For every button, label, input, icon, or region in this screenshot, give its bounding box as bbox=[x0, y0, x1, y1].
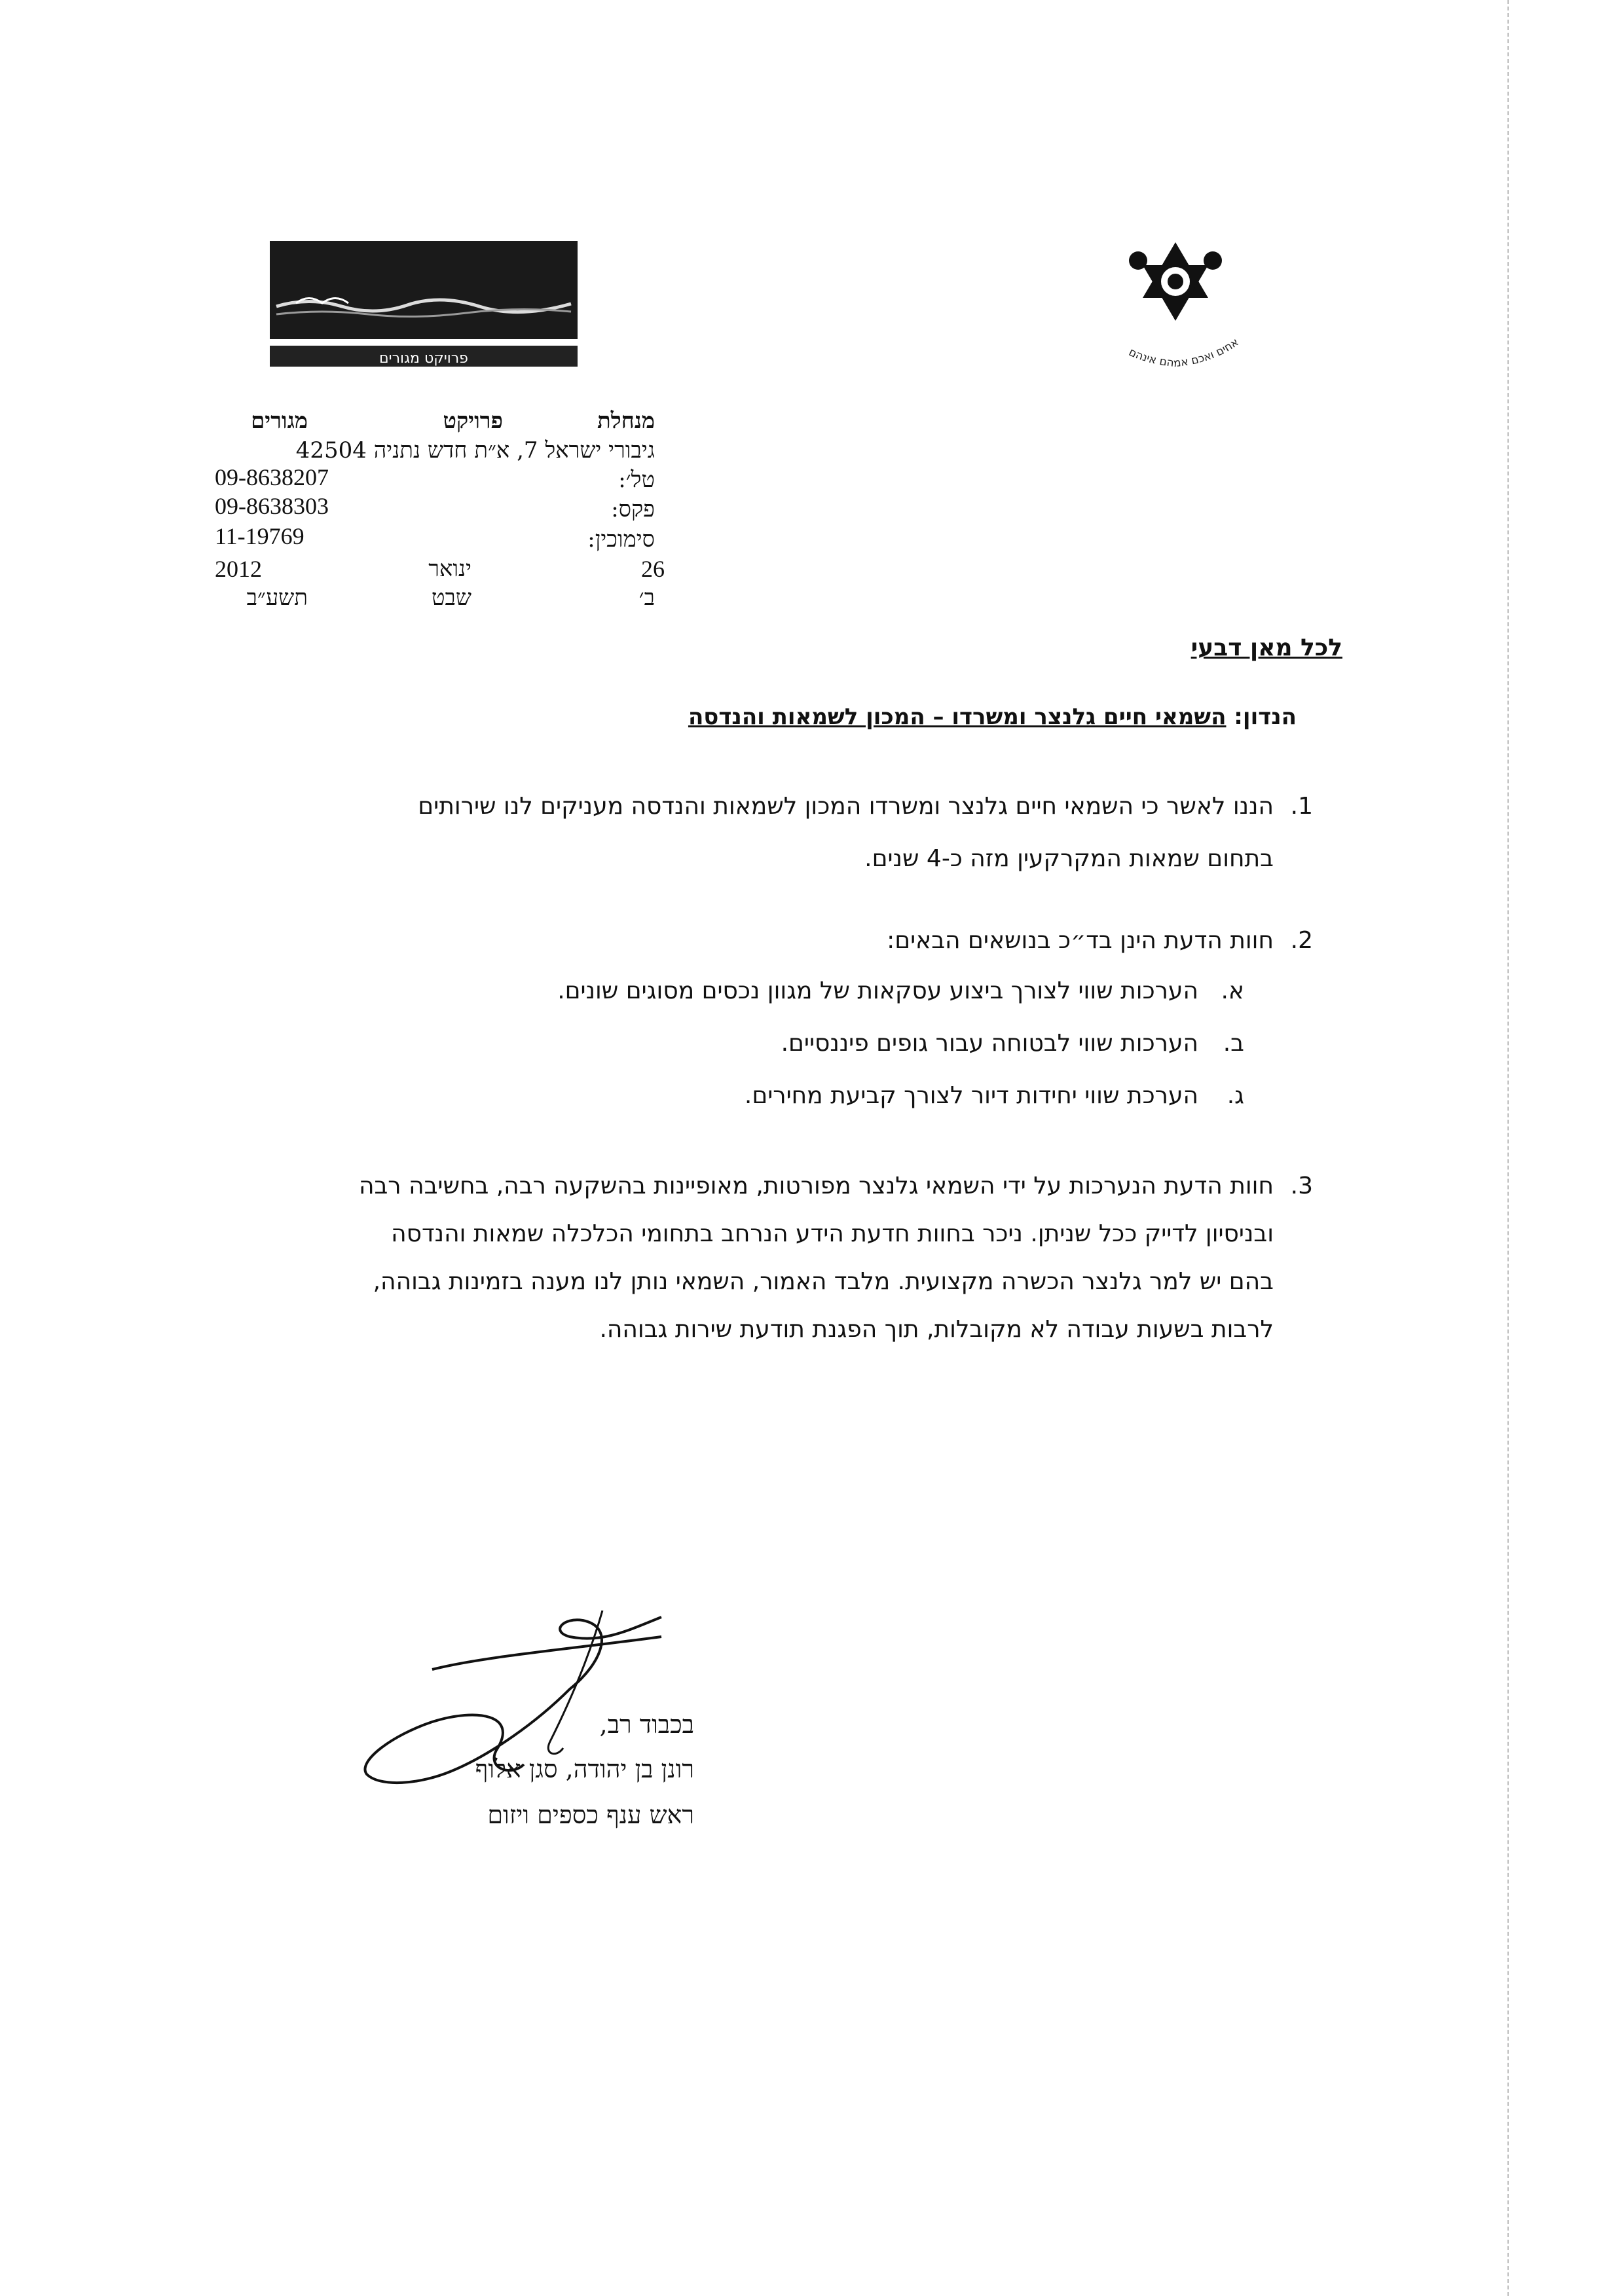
p2-item-letter: ב. bbox=[1223, 1030, 1244, 1057]
p3-line2: ובניסיון לדייק ככל שניתן. ניכר בחוות חדעת הידע הנרחב בתחומי הכלכלה שמאות והנדסה bbox=[391, 1220, 1274, 1247]
subject-text: השמאי חיים גלנצר ומשרדו – המכון לשמאות והנדסה bbox=[688, 704, 1227, 730]
ref-value: 11-19769 bbox=[215, 523, 304, 549]
p3-number: 3. bbox=[1290, 1173, 1313, 1199]
p1-number: 1. bbox=[1290, 793, 1313, 820]
letterhead-logo bbox=[270, 241, 578, 368]
hdate-month: שבט bbox=[432, 585, 471, 611]
signature-title: ראש ענף כספים ויזום bbox=[487, 1800, 694, 1829]
addressee: לכל מאן דבעי bbox=[1190, 634, 1342, 661]
date-year: 2012 bbox=[215, 556, 262, 582]
hdate-year: תשע״ב bbox=[246, 585, 308, 611]
signature-name: רונן בן יהודה, סגן אלוף bbox=[475, 1755, 694, 1783]
subject-line bbox=[314, 704, 1297, 730]
phone-label: טל׳: bbox=[618, 467, 655, 493]
star-emblem bbox=[1061, 229, 1303, 386]
signature-closing: בכבוד רב, bbox=[599, 1710, 694, 1739]
ref-label: סימוכין: bbox=[587, 526, 655, 553]
p1-line1: הננו לאשר כי השמאי חיים גלנצר ומשרדו המכון לשמאות והנדסה מעניקים לנו שירותים bbox=[418, 793, 1274, 820]
p2-item-letter: א. bbox=[1221, 977, 1244, 1004]
p3-line3: בהם יש למר גלנצר הכשרה מקצועית. מלבד האמור, השמאי נותן לנו מענה בזמינות גבוהה, bbox=[373, 1268, 1274, 1295]
p1-line2: בתחום שמאות המקרקעין מזה כ-4 שנים. bbox=[864, 845, 1274, 872]
p2-number: 2. bbox=[1290, 927, 1313, 954]
p3-line1: חוות הדעת הנערכות על ידי השמאי גלנצר מפורטות, מאופיינות בהשקעה רבה, בחשיבה רבה bbox=[358, 1173, 1274, 1199]
housing-word: מגורים bbox=[251, 408, 308, 434]
emblem-motto: אחים ואכם אמהם אינהם bbox=[1126, 335, 1242, 371]
date-month: ינואר bbox=[428, 556, 471, 582]
project-word: פרויקט bbox=[443, 408, 503, 434]
date-day: 26 bbox=[641, 556, 665, 582]
logo-caption: פרויקט מגורים bbox=[379, 350, 468, 367]
p2-item-letter: ג. bbox=[1227, 1082, 1244, 1109]
p2-item-text: הערכת שווי יחידות דיור לצורך קביעת מחירים. bbox=[744, 1082, 1198, 1109]
subject-label: הנדון: bbox=[1234, 704, 1297, 730]
phone-value: 09-8638207 bbox=[215, 464, 329, 490]
p2-item-text: הערכות שווי לבטוחה עבור גופים פיננסיים. bbox=[781, 1030, 1198, 1057]
dept-word: מנחלת bbox=[597, 408, 655, 434]
address: גיבורי ישראל 7, א״ת חדש נתניה 42504 bbox=[295, 437, 655, 464]
p3-line4: לרבות בשעות עבודה לא מקובלות, תוך הפגנת תודעת שירות גבוהה. bbox=[599, 1316, 1274, 1343]
svg-text:אחים ואכם אמהם אינהם bbox=[1127, 336, 1242, 371]
fax-label: פקס: bbox=[611, 496, 655, 522]
fax-value: 09-8638303 bbox=[215, 493, 329, 519]
p2-item-text: הערכות שווי לצורך ביצוע עסקאות של מגוון נכסים מסוגים שונים. bbox=[557, 977, 1198, 1004]
scan-edge-line bbox=[1507, 0, 1509, 2296]
p2-intro: חוות הדעת הינן בד״כ בנושאים הבאים: bbox=[887, 927, 1274, 954]
hdate-day: ב׳ bbox=[638, 585, 655, 611]
